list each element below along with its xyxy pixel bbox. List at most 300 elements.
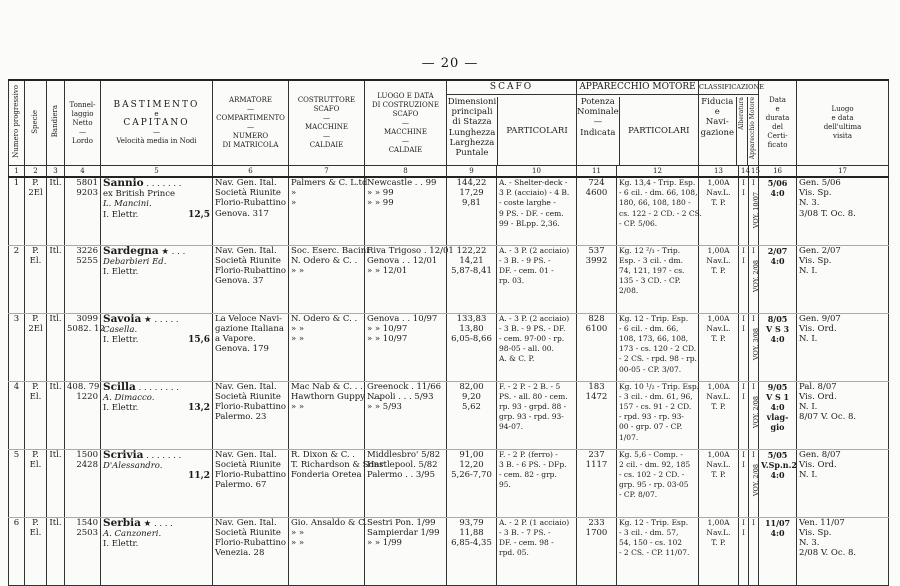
text-line: I (742, 189, 745, 198)
col-number: 13 (699, 166, 739, 178)
alberatura-cell (739, 517, 749, 585)
apparecchio-class: I (752, 179, 755, 187)
dimensioni-cell (447, 245, 497, 313)
text-line: Nav.L. (706, 391, 731, 401)
specie-cell (25, 517, 47, 585)
text-line: 9,20 (462, 391, 481, 402)
potenza-cell (577, 313, 617, 381)
text-line: Middlesbro' 5/82 (367, 449, 441, 460)
text-line: Genova. 37 (215, 276, 264, 287)
text-line: » » 1/99 (367, 537, 402, 548)
fiducia-cell (699, 177, 739, 245)
text-line: 1700 (585, 527, 608, 538)
text-line: Genova . . 12/01 (367, 255, 438, 266)
captain-name: D'Alessandro. (103, 460, 163, 471)
text-line: 537 (588, 245, 605, 256)
text-line: Hawthorn Guppy . . . (291, 391, 382, 402)
name-dots: ★ . . . . . (141, 314, 179, 325)
table-row (9, 177, 889, 245)
text-line: Mac Nab & C. . . (291, 381, 363, 392)
header-classificazione: CLASSIFICAZIONE Fiducia e Navi- gazione Alberatura Apparecchio Motore (699, 80, 759, 166)
ship-name: Sannio (103, 177, 144, 189)
table-row (9, 449, 889, 517)
text-line: A. & C. P. (499, 354, 535, 364)
text-line: Vis. Ord. (799, 391, 837, 402)
particolari-scafo-cell (497, 177, 577, 245)
header-dimensioni: Dimensioni principali di Stazza Lunghezza Larghezza Puntale (447, 97, 498, 165)
col-number: 10 (497, 166, 577, 178)
potenza-cell (577, 517, 617, 585)
bastimento-cell (101, 245, 213, 313)
text-line: 8/07 V. Oc. 8. (799, 412, 857, 423)
alberatura-cell (739, 449, 749, 517)
table-row (9, 381, 889, 449)
text-line: T. P. (711, 265, 726, 275)
text-line: I (742, 528, 745, 537)
text-line: Nav. Gen. Ital. (215, 449, 277, 460)
bandiera-cell: Itl. (47, 517, 65, 585)
fiducia-cell (699, 313, 739, 381)
text-line: El. (29, 255, 42, 266)
text-line: 3/08 T. Oc. 8. (799, 208, 856, 219)
table-row (9, 517, 889, 585)
text-line: T. P. (711, 537, 726, 547)
text-line: V S 3 (765, 323, 790, 334)
text-line: Palermo . . 3/95 (367, 469, 435, 480)
text-line: Nav.L. (706, 459, 731, 469)
header-fiducia: Fiducia e Navi- gazione (699, 97, 736, 165)
header-particolari-motore: PARTICOLARI (628, 125, 690, 136)
text-line: Palermo. 67 (215, 480, 267, 491)
text-line: Gio. Ansaldo & C. (291, 517, 368, 528)
col-number: 12 (617, 166, 699, 178)
text-line: P. (32, 313, 39, 324)
dimensioni-cell (447, 313, 497, 381)
apparecchio-class: I (752, 246, 755, 255)
text-line: - 3 cil. - dm. 57, (619, 527, 679, 537)
text-line: Florio-Rubattino (215, 537, 287, 548)
electric-label: I. Elettr. (103, 334, 139, 345)
name-dots: . . . . . . . . (135, 382, 179, 393)
tonnellaggio-cell (65, 313, 105, 381)
text-line: » » (291, 527, 305, 538)
text-line: » » 12/01 (367, 265, 408, 276)
name-dots: ★ . . . (158, 246, 186, 257)
text-line: Nav. Gen. Ital. (215, 245, 277, 256)
text-line: 2/08 V. Oc. 8. (799, 548, 857, 559)
text-line: Kg. 12 - Trip. Esp. (619, 313, 689, 323)
text-line: 95. (499, 480, 511, 490)
particolari-motore-cell (617, 177, 702, 245)
luogo-costruzione-cell (365, 313, 447, 381)
text-line: I (742, 324, 745, 333)
luogo-visita-cell (797, 517, 889, 585)
dimensioni-cell (447, 177, 497, 245)
text-line: 1,00A (707, 381, 730, 391)
armatore-cell (213, 449, 289, 517)
header-luogo-visita: Luogo e data dell'ultima visita (797, 80, 889, 166)
text-line: N. 3. (799, 537, 820, 548)
text-line: F. - 2 P. - 2 B. - 5 (499, 381, 561, 391)
text-line: 1472 (585, 391, 608, 402)
text-line: El. (29, 527, 42, 538)
text-line: Florio-Rubattino (215, 265, 287, 276)
header-row (9, 80, 889, 166)
text-line: V S 1 (765, 391, 790, 402)
potenza-cell (577, 449, 617, 517)
text-line: Venezia. 28 (215, 548, 265, 559)
text-line: 14,21 (459, 255, 484, 266)
particolari-motore-cell (617, 313, 699, 381)
col-number: 1 (9, 166, 25, 178)
text-line: Sestri Pon. 1/99 (367, 517, 436, 528)
text-line: 74, 121, 197 - cs. (619, 265, 685, 275)
text-line: 2El (28, 323, 43, 334)
text-line: P. (32, 245, 39, 256)
text-line: 9/05 (767, 381, 788, 392)
text-line: 9,81 (462, 198, 481, 209)
text-line: » » (291, 537, 305, 548)
apparecchio-cell (749, 245, 759, 313)
apparecchio-cell (749, 313, 759, 381)
text-line: I (742, 246, 745, 255)
luogo-visita-cell (797, 313, 889, 381)
text-line: - 3 cil. - dm. 61, 96, (619, 391, 693, 401)
text-line: I (742, 450, 745, 459)
text-line: 98-05 - all. 00. (499, 344, 554, 354)
text-line: 1220 (76, 391, 98, 402)
text-line: Newcastle . . 99 (367, 178, 437, 188)
text-line: 12,20 (459, 459, 484, 470)
text-line: I (742, 392, 745, 401)
text-line: 3099 (76, 313, 98, 324)
armatore-cell (213, 517, 289, 585)
text-line: Vis. Ord. (799, 459, 837, 470)
text-line: - 6 cil. - dm. 66, (619, 323, 679, 333)
text-line: T. P. (711, 198, 726, 208)
text-line: 108, 173, 66, 108, (619, 333, 689, 343)
text-line: » » 99 (367, 188, 394, 199)
row-number: 5 (9, 449, 25, 517)
text-line: N. I. (799, 469, 818, 480)
text-line: Nav. Gen. Ital. (215, 178, 277, 188)
text-line: V.Sp.n.2 (761, 459, 797, 470)
name-dots: ★ . . . . (140, 518, 173, 529)
text-line: 1117 (585, 459, 608, 470)
text-line: Florio-Rubattino (215, 401, 287, 412)
text-line: » » (291, 333, 305, 344)
text-line: Sampierdar 1/99 (367, 527, 440, 538)
text-line: 122,22 (456, 245, 487, 256)
column-number-row (9, 166, 889, 178)
text-line: Nav.L. (706, 188, 731, 198)
header-data-certificato: Data e durata del Certi- ficato (759, 80, 797, 166)
apparecchio-class: I (752, 518, 755, 527)
armatore-cell (213, 381, 289, 449)
captain-name: A. Dimacco. (103, 392, 155, 403)
text-line: 94-07. (499, 422, 524, 432)
text-line: 3 P. (acciaio) - 4 B. (499, 188, 570, 198)
col-number: 16 (759, 166, 797, 178)
text-line: P. (32, 449, 39, 460)
ship-name: Savoia (103, 312, 142, 325)
text-line: Esp. - 3 cil. - dm. (619, 255, 683, 265)
dimensioni-cell (447, 381, 497, 449)
col-number: 4 (65, 166, 101, 178)
text-line: a Vapore. (215, 333, 256, 344)
alberatura-cell (739, 381, 749, 449)
register-rows (9, 177, 889, 585)
text-line: - 2 CS. - rpd. 98 - rp. (619, 354, 697, 364)
text-line: 82,00 (459, 381, 484, 392)
text-line: 91,00 (459, 449, 484, 460)
text-line: Vis. Ord. (799, 323, 837, 334)
text-line: Riva Trigoso . 12/01 (367, 245, 454, 256)
apparecchio-cell (749, 449, 759, 517)
text-line: T. P. (711, 401, 726, 411)
text-line: Gen. 2/07 (799, 245, 841, 256)
fiducia-cell (699, 381, 739, 449)
text-line: - cs. 102 - 2 CD. - (619, 469, 685, 479)
text-line: Società Riunite (215, 391, 281, 402)
luogo-costruzione-cell (365, 381, 447, 449)
particolari-motore-cell (617, 517, 699, 585)
text-line: 9 PS. - DF. - cem. (499, 208, 564, 218)
bandiera-cell: Itl. (47, 245, 65, 313)
captain-name: Debarbieri Ed. (103, 256, 167, 267)
text-line: Palermo. 23 (215, 412, 267, 423)
bandiera-cell: Itl. (47, 177, 65, 245)
text-line: 4:0 (770, 401, 785, 412)
header-apparecchio-motore-class: Apparecchio Motore (748, 97, 756, 160)
specie-cell (25, 381, 47, 449)
speed-value: 15,6 (188, 334, 210, 345)
text-line: » » (291, 265, 305, 276)
row-number: 3 (9, 313, 25, 381)
text-line: 1,00A (707, 245, 730, 255)
text-line: Nav.L. (706, 323, 731, 333)
alberatura-cell (739, 245, 749, 313)
specie-cell (25, 177, 47, 245)
tonnellaggio-cell (65, 245, 101, 313)
text-line: 13,80 (459, 323, 484, 334)
text-line: I (742, 256, 745, 265)
text-line: - 6 cil. - dm. 66, 108, (619, 188, 698, 198)
header-potenza: Potenza Nominale — Indicata (577, 97, 619, 165)
text-line: A. - 3 P. (2 acciaio) (499, 313, 570, 323)
col-number: 2 (25, 166, 47, 178)
certificate-stamp: VOY. 3/08 (752, 327, 760, 360)
bastimento-cell (101, 177, 213, 245)
text-line: I (742, 179, 745, 187)
particolari-scafo-cell (497, 381, 577, 449)
text-line: 00-05 - CP. 3/07. (619, 364, 682, 374)
text-line: 2 cil. - dm. 92, 185 (619, 459, 691, 469)
text-line: 5801 (76, 178, 98, 188)
ship-name: Scilla (103, 380, 136, 393)
data-certificato-cell (759, 177, 797, 245)
text-line: Florio-Rubattino (215, 469, 287, 480)
header-bandiera: Bandiera (47, 80, 65, 166)
certificate-stamp: VOY. 2/08 (752, 259, 760, 292)
text-line: - cem. 82 - grp. (499, 469, 557, 479)
ship-name: Scrivia (103, 448, 144, 461)
text-line: 93,79 (459, 517, 484, 528)
luogo-costruzione-cell (365, 517, 447, 585)
text-line: rpd. 05. (499, 548, 529, 558)
text-line: 173 - cs. 120 - 2 CD. (619, 344, 697, 354)
text-line: » » 5/93 (367, 401, 402, 412)
luogo-costruzione-cell (365, 449, 447, 517)
text-line: A. - 3 P. (2 acciaio) (499, 245, 570, 255)
table-row (9, 245, 889, 313)
apparecchio-class: I (752, 314, 755, 323)
text-line: 133,83 (456, 313, 487, 324)
text-line: cs. 122 - 2 CD. - 2 CS. (619, 208, 702, 218)
text-line: gazione Italiana (215, 323, 284, 334)
text-line: - 3 B. - 9 PS. - (499, 255, 551, 265)
text-line: T. P. (711, 333, 726, 343)
text-line: N. I. (799, 401, 818, 412)
apparecchio-cell (749, 517, 759, 585)
luogo-visita-cell (797, 177, 889, 245)
text-line: Florio-Rubattino (215, 198, 287, 209)
text-line: 1/07. (619, 432, 639, 442)
text-line: 17,29 (459, 188, 484, 199)
text-line: Gen. 8/07 (799, 449, 841, 460)
apparecchio-cell (749, 177, 759, 245)
tonnellaggio-cell (65, 381, 101, 449)
text-line: Vis. Sp. (799, 188, 832, 199)
text-line: 1,00A (707, 449, 730, 459)
text-line: A. - 2 P. (1 acciaio) (499, 517, 570, 527)
text-line: Kg. 5,6 - Comp. - (619, 449, 683, 459)
col-number: 14 (739, 166, 749, 178)
ship-name: Serbia (103, 516, 141, 529)
row-number: 2 (9, 245, 25, 313)
electric-label: I. Elettr. (103, 402, 139, 413)
page-number: — 20 — (421, 56, 479, 71)
text-line: 3992 (585, 255, 608, 266)
text-line: 5082. 12 (67, 323, 105, 334)
text-line: - cem. 97-00 - rp. (499, 333, 565, 343)
header-scafo: SCAFO Dimensioni principali di Stazza Lunghezza Larghezza Puntale PARTICOLARI (447, 80, 577, 166)
col-number: 5 (101, 166, 213, 178)
text-line: grp. 95 - rp. 03-05 (619, 480, 689, 490)
text-line: 2El (28, 188, 43, 199)
text-line: 233 (588, 517, 605, 528)
header-apparecchio-motore: APPARECCHIO MOTORE Potenza Nominale — Indicata PARTICOLARI (577, 80, 699, 166)
text-line: Gen. 9/07 (799, 313, 841, 324)
text-line: 135 - 3 CD. - CP. (619, 276, 681, 286)
ship-register-table (8, 79, 889, 586)
alberatura-cell (739, 313, 749, 381)
text-line: 5/06 (767, 178, 788, 188)
text-line: 4:0 (770, 333, 785, 344)
bastimento-cell (101, 449, 213, 517)
text-line: 4:0 (770, 469, 785, 480)
text-line: » » 99 (367, 198, 394, 209)
electric-label: I. Elettr. (103, 209, 139, 220)
text-line: El. (29, 391, 42, 402)
text-line: Nav. Gen. Ital. (215, 517, 277, 528)
row-number: 6 (9, 517, 25, 585)
speed-value: 13,2 (188, 402, 210, 413)
text-line: Nav.L. (706, 255, 731, 265)
luogo-costruzione-cell (365, 177, 447, 245)
text-line: Kg. 10 ¹/₂ - Trip. Esp. (619, 381, 700, 391)
potenza-cell (577, 177, 617, 245)
specie-cell (25, 449, 47, 517)
costruttore-cell (289, 245, 369, 313)
text-line: 6,85-4,35 (451, 537, 492, 548)
text-line: N. Odero & C. . (291, 255, 358, 266)
text-line: Società Riunite (215, 459, 281, 470)
text-line: Hartlepool. 5/82 (367, 459, 438, 470)
text-line: 3 B. - 6 PS. - DFp. (499, 459, 567, 469)
col-number: 8 (365, 166, 447, 178)
specie-cell (25, 313, 47, 381)
bandiera-cell: Itl. (47, 313, 65, 381)
text-line: A. - Shelter-deck - (499, 178, 568, 187)
text-line: - 2 CS. - CP. 11/07. (619, 548, 690, 558)
text-line: - 3 B. - 7 PS. - (499, 527, 551, 537)
text-line: 157 - cs. 91 - 2 CD. (619, 401, 692, 411)
text-line: 99 - BLpp. 2,36. (499, 218, 560, 228)
particolari-scafo-cell (497, 449, 577, 517)
potenza-cell (577, 245, 617, 313)
captain-name: L. Mancini. (103, 199, 152, 210)
text-line: Nav. Gen. Ital. (215, 381, 277, 392)
text-line: T. Richardson & Sons. (291, 459, 387, 470)
text-line: » (291, 198, 297, 209)
text-line: 4:0 (770, 255, 785, 266)
text-line: Società Riunite (215, 255, 281, 266)
apparecchio-class: I (752, 382, 755, 391)
costruttore-cell (289, 381, 382, 449)
text-line: 724 (588, 178, 605, 188)
text-line: Kg. 13,4 - Trip. Esp. (619, 178, 696, 187)
luogo-visita-cell (797, 245, 889, 313)
text-line: F. - 2 P. (ferro) - (499, 449, 558, 459)
name-dots: . . . . . . . (143, 450, 182, 461)
text-line: 183 (588, 381, 605, 392)
text-line: DF. - cem. 98 - (499, 537, 554, 547)
text-line: 11/07 (764, 517, 791, 528)
text-line: » » (291, 401, 305, 412)
fiducia-cell (699, 517, 739, 585)
row-number: 4 (9, 381, 25, 449)
text-line: T. P. (711, 469, 726, 479)
costruttore-cell (289, 449, 387, 517)
text-line: 6,05-8,66 (451, 333, 492, 344)
col-number: 15 (749, 166, 759, 178)
text-line: 3226 (76, 245, 98, 256)
luogo-visita-cell (797, 449, 889, 517)
text-line: R. Dixon & C. . (291, 449, 355, 460)
costruttore-cell (289, 517, 368, 585)
header-numero-progressivo: Numero progressivo (9, 80, 25, 166)
data-certificato-cell (759, 245, 797, 313)
text-line: P. (32, 381, 39, 392)
text-line: vlag- (766, 412, 789, 423)
text-line: I (742, 382, 745, 391)
text-line: - 3 B. - 9 PS. - DF. (499, 323, 566, 333)
text-line: P. (32, 517, 39, 528)
text-line: Soc. Eserc. Bacini (291, 245, 369, 256)
row-number: 1 (9, 177, 25, 245)
text-line: Napoli . . . 5/93 (367, 391, 434, 402)
